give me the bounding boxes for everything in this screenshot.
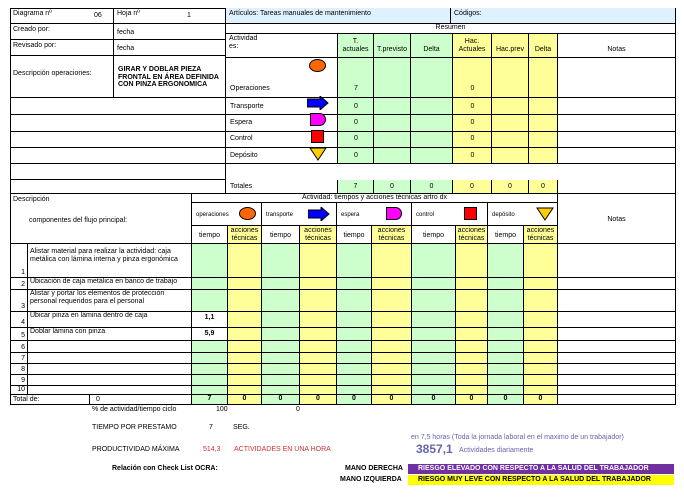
acciones-header bbox=[300, 226, 337, 244]
row-value-cell bbox=[524, 341, 558, 353]
actividad-label-1: Actividad bbox=[229, 35, 258, 42]
row-description bbox=[28, 353, 192, 364]
row-value-cell bbox=[262, 353, 300, 364]
acciones-header bbox=[372, 226, 412, 244]
row-value-cell bbox=[337, 341, 372, 353]
detail-group-label: control bbox=[416, 212, 435, 218]
row-notas bbox=[558, 353, 676, 364]
row-value-cell bbox=[412, 364, 456, 375]
total-value: 0 bbox=[488, 395, 524, 405]
row-value-cell bbox=[337, 386, 372, 395]
row-value-cell bbox=[300, 364, 337, 375]
row-description bbox=[28, 290, 192, 312]
row-value-cell bbox=[372, 290, 412, 312]
row-value-cell bbox=[337, 312, 372, 328]
summary-t-value: 0 bbox=[354, 103, 358, 110]
summary-delta-cell bbox=[411, 98, 453, 115]
row-notas bbox=[558, 341, 676, 353]
delay-d-icon bbox=[386, 207, 402, 220]
col-t-previsto: T.previsto bbox=[374, 34, 411, 58]
row-description-line: Alistar y portar los elementos de protección bbox=[30, 290, 165, 297]
col-t-actuales-2: actuales bbox=[342, 45, 369, 53]
row-description bbox=[28, 312, 192, 328]
actividad-header bbox=[226, 34, 338, 58]
acciones-line-1: acciones bbox=[230, 227, 259, 234]
jornada-text: en 7,5 horas (Toda la jornada laboral en el maximo de un trabajador) bbox=[411, 434, 624, 441]
row-value-cell bbox=[337, 244, 372, 278]
row-value-cell bbox=[262, 386, 300, 395]
row-value-cell bbox=[412, 328, 456, 341]
operation-time-value: 5,9 bbox=[192, 328, 228, 341]
row-value-cell bbox=[412, 375, 456, 386]
tiempo-header: tiempo bbox=[412, 226, 456, 244]
row-value-cell bbox=[372, 364, 412, 375]
row-number: 5 bbox=[10, 328, 28, 341]
detail-group-label: transporte bbox=[266, 212, 294, 218]
row-value-cell bbox=[456, 353, 488, 364]
detail-group-label: operaciones bbox=[196, 212, 229, 218]
prod-val: 514,3 bbox=[203, 446, 221, 453]
desc-line-1: GIRAR Y DOBLAR PIEZA bbox=[118, 66, 202, 73]
row-value-cell bbox=[228, 386, 262, 395]
mano-izquierda-label: MANO IZQUIERDA bbox=[340, 476, 402, 483]
row-description-line: Ubicación de caja metálica en banco de trabajo bbox=[30, 278, 178, 285]
row-value-cell bbox=[228, 312, 262, 328]
revisado-cell: Revisado por: bbox=[10, 40, 114, 56]
row-value-cell bbox=[337, 290, 372, 312]
row-number: 1 bbox=[10, 244, 28, 278]
acciones-header bbox=[456, 226, 488, 244]
summary-activity-label: Operaciones bbox=[230, 85, 270, 92]
summary-tprev-cell bbox=[374, 98, 411, 115]
total-value: 7 bbox=[192, 395, 228, 405]
detail-group-label: espera bbox=[341, 212, 360, 218]
row-value-cell bbox=[337, 278, 372, 290]
mano-derecha-label: MANO DERECHA bbox=[345, 465, 403, 472]
fecha2-cell: fecha bbox=[114, 40, 226, 56]
row-value-cell bbox=[524, 328, 558, 341]
prod-unit: ACTIVIDADES EN UNA HORA bbox=[234, 446, 331, 453]
row-description-line: metálica con lámina interna y pinza ergonómica bbox=[30, 255, 178, 263]
riesgo-derecha-badge: RIESGO ELEVADO CON RESPECTO A LA SALUD DEL TRABAJADOR bbox=[408, 464, 674, 474]
summary-activity-label: Transporte bbox=[230, 103, 264, 110]
totales-cell: Totales bbox=[226, 180, 338, 194]
row-value-cell bbox=[337, 328, 372, 341]
summary-delta2-cell bbox=[529, 132, 558, 148]
acciones-line-1: acciones bbox=[457, 227, 486, 234]
summary-notas-cell bbox=[558, 132, 676, 148]
row-value-cell bbox=[372, 386, 412, 395]
row-description-line: Alistar material para realizar la actividad: caja bbox=[30, 248, 171, 255]
row-value-cell bbox=[228, 341, 262, 353]
totales-value: 7 bbox=[338, 180, 374, 194]
row-value-cell bbox=[456, 386, 488, 395]
summary-hprev-cell bbox=[492, 98, 529, 115]
diagrama-cell bbox=[10, 8, 114, 24]
desc-line-2: FRONTAL EN ÁREA DEFINIDA bbox=[118, 73, 219, 81]
diario-val: 3857,1 bbox=[416, 442, 453, 456]
summary-hprev-cell bbox=[492, 148, 529, 164]
tiempo-label: TIEMPO POR PRESTAMO bbox=[92, 424, 177, 431]
summary-delta2-cell bbox=[529, 115, 558, 132]
totales-value: 0 bbox=[529, 180, 558, 194]
row-value-cell bbox=[262, 290, 300, 312]
row-value-cell bbox=[456, 278, 488, 290]
row-value-cell bbox=[412, 386, 456, 395]
row-number: 8 bbox=[10, 364, 28, 375]
row-notas bbox=[558, 278, 676, 290]
row-value-cell bbox=[524, 375, 558, 386]
detail-group-label: depósito bbox=[492, 212, 515, 218]
row-value-cell bbox=[262, 312, 300, 328]
summary-h-cell bbox=[453, 58, 492, 98]
summary-h-value: 0 bbox=[470, 103, 475, 110]
inspection-square-icon bbox=[311, 130, 324, 143]
summary-delta-cell bbox=[411, 58, 453, 98]
col-notas: Notas bbox=[558, 34, 676, 58]
summary-activity-label: Espera bbox=[230, 119, 253, 126]
col-t-actuales-1: T. bbox=[352, 38, 359, 45]
desc-text-cell bbox=[114, 56, 226, 98]
hoja-cell bbox=[114, 8, 226, 24]
row-number: 7 bbox=[10, 353, 28, 364]
row-notas bbox=[558, 375, 676, 386]
row-value-cell bbox=[192, 364, 228, 375]
row-value-cell bbox=[412, 278, 456, 290]
fecha1-cell: fecha bbox=[114, 24, 226, 40]
col-hac-actuales bbox=[453, 34, 492, 58]
row-value-cell bbox=[192, 353, 228, 364]
col-hac-prev: Hac.prev bbox=[492, 34, 529, 58]
row-value-cell bbox=[262, 375, 300, 386]
row-value-cell bbox=[372, 353, 412, 364]
row-value-cell bbox=[300, 290, 337, 312]
summary-notas-cell bbox=[558, 148, 676, 164]
row-value-cell bbox=[488, 312, 524, 328]
row-value-cell bbox=[262, 328, 300, 341]
summary-delta2-cell bbox=[529, 98, 558, 115]
row-value-cell bbox=[372, 328, 412, 341]
componentes-label: componentes del flujo principal: bbox=[29, 217, 128, 224]
col-hac-2: Actuales bbox=[458, 45, 486, 53]
row-value-cell bbox=[372, 341, 412, 353]
row-value-cell bbox=[372, 244, 412, 278]
row-value-cell bbox=[262, 244, 300, 278]
summary-delta-cell bbox=[411, 132, 453, 148]
summary-h-value: 0 bbox=[470, 135, 475, 142]
row-value-cell bbox=[524, 278, 558, 290]
tiempo-header: tiempo bbox=[262, 226, 300, 244]
operation-circle-icon bbox=[309, 59, 326, 72]
operation-time-value: 1,1 bbox=[192, 312, 228, 328]
row-value-cell bbox=[488, 278, 524, 290]
summary-t-value: 7 bbox=[354, 85, 358, 92]
codigos-cell: Códigos: bbox=[451, 8, 676, 24]
summary-tprev-cell bbox=[374, 58, 411, 98]
acciones-line-2: técnicas bbox=[231, 234, 258, 242]
summary-t-value: 0 bbox=[354, 152, 358, 159]
row-description bbox=[28, 386, 192, 395]
row-value-cell bbox=[412, 290, 456, 312]
summary-hprev-cell bbox=[492, 132, 529, 148]
row-value-cell bbox=[456, 341, 488, 353]
row-value-cell bbox=[372, 375, 412, 386]
articulos-cell: Artículos: Tareas manuales de mantenimiento bbox=[226, 8, 451, 24]
diario-unit: Actividades diariamente bbox=[459, 447, 534, 454]
row-number: 6 bbox=[10, 341, 28, 353]
row-description-line: Doblar lámina con pinza bbox=[30, 328, 106, 335]
row-value-cell bbox=[192, 244, 228, 278]
desc-label-cell: Descripción operaciones: bbox=[10, 56, 114, 98]
row-description bbox=[28, 364, 192, 375]
summary-t-value: 0 bbox=[354, 119, 358, 126]
row-description-line: Ubicar pinza en lámina dentro de caja bbox=[30, 312, 148, 319]
row-value-cell bbox=[488, 328, 524, 341]
prod-label: PRODUCTIVIDAD MÁXIMA bbox=[92, 446, 180, 453]
total-value: 0 bbox=[228, 395, 262, 405]
row-value-cell bbox=[228, 353, 262, 364]
summary-h-value: 0 bbox=[470, 85, 475, 92]
transport-arrow-icon bbox=[307, 96, 329, 110]
row-value-cell bbox=[456, 290, 488, 312]
summary-delta-cell bbox=[411, 115, 453, 132]
row-value-cell bbox=[337, 353, 372, 364]
total-value: 0 bbox=[337, 395, 372, 405]
summary-h-value: 0 bbox=[470, 152, 475, 159]
total-first: 0 bbox=[90, 395, 192, 405]
acciones-line-1: acciones bbox=[304, 227, 332, 234]
riesgo-izquierda-badge: RIESGO MUY LEVE CON RESPECTO A LA SALUD DEL TRABAJADOR bbox=[408, 475, 674, 485]
resumen-cell: Resumen bbox=[226, 24, 676, 34]
acciones-line-2: técnicas bbox=[305, 234, 331, 242]
row-value-cell bbox=[300, 353, 337, 364]
row-value-cell bbox=[192, 290, 228, 312]
row-notas bbox=[558, 328, 676, 341]
summary-tprev-cell bbox=[374, 115, 411, 132]
detail-notas: Notas bbox=[558, 194, 676, 244]
row-description bbox=[28, 328, 192, 341]
row-value-cell bbox=[262, 278, 300, 290]
row-value-cell bbox=[488, 375, 524, 386]
totales-notas bbox=[558, 180, 676, 194]
transport-arrow-icon bbox=[308, 207, 330, 221]
row-value-cell bbox=[524, 386, 558, 395]
row-value-cell bbox=[372, 278, 412, 290]
row-value-cell bbox=[488, 341, 524, 353]
summary-activity-label: Control bbox=[230, 135, 253, 142]
pct-val2: 0 bbox=[296, 406, 300, 413]
row-value-cell bbox=[524, 244, 558, 278]
ocra-label: Relación con Check List OCRA: bbox=[112, 465, 218, 472]
detail-desc-cell bbox=[10, 194, 192, 244]
summary-hprev-cell bbox=[492, 115, 529, 132]
acciones-header bbox=[228, 226, 262, 244]
summary-t-value: 0 bbox=[354, 135, 358, 142]
row-value-cell bbox=[412, 353, 456, 364]
row-value-cell bbox=[456, 244, 488, 278]
row-value-cell bbox=[300, 244, 337, 278]
row-value-cell bbox=[228, 375, 262, 386]
totales-value: 0 bbox=[374, 180, 411, 194]
totales-value: 0 bbox=[492, 180, 529, 194]
delay-d-icon bbox=[310, 113, 326, 126]
summary-hprev-cell bbox=[492, 58, 529, 98]
desc-line-3: CON PINZA ERGONOMICA bbox=[118, 81, 208, 89]
row-value-cell bbox=[192, 375, 228, 386]
row-value-cell bbox=[488, 364, 524, 375]
blank-left-5 bbox=[10, 164, 226, 180]
acciones-line-1: acciones bbox=[526, 227, 555, 234]
total-value: 0 bbox=[262, 395, 300, 405]
row-value-cell bbox=[412, 341, 456, 353]
row-notas bbox=[558, 312, 676, 328]
row-number: 10 bbox=[10, 386, 28, 395]
row-value-cell bbox=[524, 364, 558, 375]
row-value-cell bbox=[300, 328, 337, 341]
row-value-cell bbox=[300, 386, 337, 395]
blank-left-4 bbox=[10, 148, 226, 164]
total-notas bbox=[558, 395, 676, 405]
acciones-line-2: técnicas bbox=[527, 234, 554, 242]
row-description bbox=[28, 375, 192, 386]
row-description-line: personal requeridos para el personal bbox=[30, 297, 145, 305]
row-value-cell bbox=[488, 244, 524, 278]
row-description bbox=[28, 341, 192, 353]
total-value: 0 bbox=[372, 395, 412, 405]
row-number: 2 bbox=[10, 278, 28, 290]
row-value-cell bbox=[192, 386, 228, 395]
totales-value: 0 bbox=[411, 180, 453, 194]
row-value-cell bbox=[228, 244, 262, 278]
row-value-cell bbox=[412, 244, 456, 278]
descripcion-label: Descripción bbox=[13, 196, 50, 203]
inspection-square-icon bbox=[464, 207, 477, 220]
row-value-cell bbox=[524, 312, 558, 328]
col-delta2: Delta bbox=[529, 34, 558, 58]
operation-circle-icon bbox=[239, 207, 256, 220]
total-value: 0 bbox=[412, 395, 456, 405]
pct-val: 100 bbox=[216, 406, 228, 413]
row-value-cell bbox=[300, 341, 337, 353]
summary-notas-cell bbox=[558, 115, 676, 132]
row-value-cell bbox=[300, 278, 337, 290]
col-hac-1: Hac. bbox=[464, 38, 480, 45]
col-delta: Delta bbox=[411, 34, 453, 58]
row-value-cell bbox=[228, 278, 262, 290]
row-value-cell bbox=[228, 290, 262, 312]
summary-activity-label: Depósito bbox=[230, 152, 258, 159]
row-notas bbox=[558, 386, 676, 395]
row-description bbox=[28, 244, 192, 278]
hoja-num: 1 bbox=[187, 12, 191, 19]
storage-triangle-icon bbox=[536, 207, 554, 221]
row-number: 3 bbox=[10, 290, 28, 312]
row-value-cell bbox=[488, 386, 524, 395]
creado-cell: Creado por: bbox=[10, 24, 114, 40]
blank-left-6 bbox=[10, 180, 226, 194]
row-value-cell bbox=[456, 375, 488, 386]
col-t-actuales bbox=[338, 34, 374, 58]
row-value-cell bbox=[228, 328, 262, 341]
row-value-cell bbox=[524, 290, 558, 312]
row-value-cell bbox=[488, 290, 524, 312]
row-value-cell bbox=[524, 353, 558, 364]
acciones-line-1: acciones bbox=[377, 227, 406, 234]
summary-t-cell bbox=[338, 58, 374, 98]
row-value-cell bbox=[300, 312, 337, 328]
blank-left-3 bbox=[10, 132, 226, 148]
total-value: 0 bbox=[524, 395, 558, 405]
row-notas bbox=[558, 244, 676, 278]
total-label: Total de: bbox=[10, 395, 90, 405]
tiempo-val: 7 bbox=[209, 424, 213, 431]
row-value-cell bbox=[192, 341, 228, 353]
diagrama-num: 06 bbox=[94, 12, 102, 19]
row-number: 9 bbox=[10, 375, 28, 386]
summary-tprev-cell bbox=[374, 132, 411, 148]
blank-left-1 bbox=[10, 98, 226, 115]
tiempo-unit: SEG. bbox=[233, 424, 250, 431]
row-value-cell bbox=[228, 364, 262, 375]
row-number: 4 bbox=[10, 312, 28, 328]
summary-delta2-cell bbox=[529, 148, 558, 164]
pct-label: % de actividad/tiempo ciclo bbox=[92, 406, 177, 413]
row-value-cell bbox=[456, 312, 488, 328]
actividad-detail-header: Actividad: tiempos y acciones técnicas artro dx bbox=[192, 194, 558, 203]
row-value-cell bbox=[337, 364, 372, 375]
row-value-cell bbox=[262, 364, 300, 375]
row-description bbox=[28, 278, 192, 290]
row-value-cell bbox=[372, 312, 412, 328]
summary-delta2-cell bbox=[529, 58, 558, 98]
acciones-header bbox=[524, 226, 558, 244]
row-value-cell bbox=[337, 375, 372, 386]
summary-notas-cell bbox=[558, 58, 676, 98]
tiempo-header: tiempo bbox=[337, 226, 372, 244]
row-notas bbox=[558, 364, 676, 375]
row-value-cell bbox=[456, 328, 488, 341]
total-value: 0 bbox=[456, 395, 488, 405]
acciones-line-2: técnicas bbox=[378, 234, 405, 242]
row-notas bbox=[558, 290, 676, 312]
row-value-cell bbox=[300, 375, 337, 386]
row-value-cell bbox=[456, 364, 488, 375]
summary-delta-cell bbox=[411, 148, 453, 164]
storage-triangle-icon bbox=[309, 147, 327, 161]
summary-notas-cell bbox=[558, 98, 676, 115]
row-value-cell bbox=[412, 312, 456, 328]
acciones-line-2: técnicas bbox=[458, 234, 485, 242]
blank-left-2 bbox=[10, 115, 226, 132]
diagrama-label: Diagrama nº bbox=[13, 10, 52, 17]
summary-tprev-cell bbox=[374, 148, 411, 164]
totales-value: 0 bbox=[453, 180, 492, 194]
total-value: 0 bbox=[300, 395, 337, 405]
actividad-label-2: es: bbox=[229, 42, 239, 50]
row-value-cell bbox=[262, 341, 300, 353]
summary-h-value: 0 bbox=[470, 119, 475, 126]
tiempo-header: tiempo bbox=[488, 226, 524, 244]
row-value-cell bbox=[488, 353, 524, 364]
row-value-cell bbox=[192, 278, 228, 290]
hoja-label: Hoja nº bbox=[117, 10, 140, 17]
tiempo-header: tiempo bbox=[192, 226, 228, 244]
